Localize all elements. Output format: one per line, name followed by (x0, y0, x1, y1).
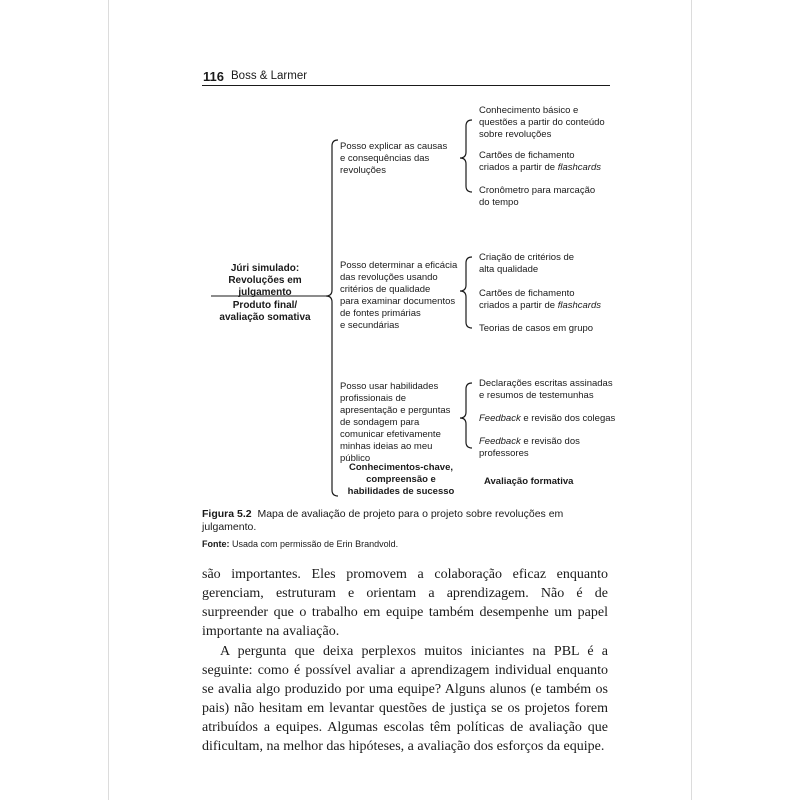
strategy-line (479, 436, 629, 448)
strategy-text: e revisão dos colegas (520, 413, 616, 424)
goal-line: apresentação e perguntas (340, 405, 451, 416)
caption-line (202, 508, 602, 521)
strategy-line: Cartões de fichamento (479, 288, 575, 299)
root-title-line: Júri simulado: (230, 263, 300, 274)
goal-line: revoluções (340, 165, 386, 176)
strategy-line (479, 162, 629, 174)
strategy-line: Declarações escritas assinadas (479, 378, 613, 389)
caption-line: julgamento. (202, 521, 257, 533)
strategy-italic-term: Feedback (479, 436, 521, 447)
root-subtitle-line: Produto final/ (232, 300, 298, 311)
root-title (205, 263, 325, 299)
strategy-text: criados a partir de (479, 300, 558, 311)
strategy-line: do tempo (479, 197, 519, 208)
strategy-item (479, 288, 629, 312)
strategy-line: Teorias de casos em grupo (479, 323, 594, 334)
column-label-formative-assessment: Avaliação formativa (484, 476, 574, 487)
strategy-line: Cartões de fichamento (479, 150, 575, 161)
goal-line: das revoluções usando (340, 272, 438, 283)
strategy-line: Criação de critérios de (479, 252, 575, 263)
running-header-authors: Boss & Larmer (231, 70, 308, 82)
strategy-text: criados a partir de (479, 162, 558, 173)
strategy-line: sobre revoluções (479, 129, 552, 140)
strategy-item (479, 252, 629, 276)
strategy-item (479, 413, 629, 425)
column-label-key-knowledge (336, 462, 466, 498)
strategy-item (479, 378, 629, 402)
body-text (202, 565, 608, 756)
strategy-text: e revisão dos (520, 436, 580, 447)
source-text: Usada com permissão de Erin Brandvold. (232, 539, 399, 549)
goal-line: Posso explicar as causas (340, 141, 448, 152)
goal-line: profissionais de (340, 393, 407, 404)
goal-line: critérios de qualidade (340, 284, 431, 295)
caption-text: Mapa de avaliação de projeto para o projeto sobre revoluções em (257, 508, 564, 520)
column-label-line: Conhecimentos-chave, (349, 462, 453, 473)
strategy-italic-term: Feedback (479, 413, 521, 424)
root-subtitle (205, 300, 325, 324)
figure-caption (202, 508, 602, 534)
caption-label: Figura 5.2 (202, 508, 252, 520)
root-subtitle-line: avaliação somativa (219, 312, 311, 323)
strategy-line (479, 413, 629, 425)
strategy-line: Cronômetro para marcação (479, 185, 596, 196)
goal-node (340, 141, 460, 177)
column-label-line: compreensão e (366, 474, 436, 485)
strategy-line: professores (479, 448, 529, 459)
paragraph: são importantes. Eles promovem a colaboração eficaz enquanto gerenciam, estruturam e orientam a aprendizagem. Não é de surpreender que o trabalho em equipe também desempenhe um papel importante na avaliação. (202, 567, 608, 639)
strategy-line: alta qualidade (479, 264, 539, 275)
goal-node (340, 381, 465, 465)
strategy-italic-term: flashcards (557, 162, 601, 173)
strategy-line: questões a partir do conteúdo (479, 117, 605, 128)
goal-node (340, 260, 465, 332)
root-title-line: Revoluções em julgamento (228, 275, 302, 298)
strategy-line (479, 300, 629, 312)
strategy-item (479, 436, 629, 460)
paragraph: A pergunta que deixa perplexos muitos iniciantes na PBL é a seguinte: como é possível avaliar a aprendizagem individual enquanto se avalia algo produzido por uma equipe? Alguns alunos (e também os pais) não hesitam em levantar questões de justiça se os projetos forem atribuídos a equipes. Algumas escolas têm políticas de avaliação que dificultam, na melhor das hipóteses, a avaliação dos esforços da equipe. (202, 644, 608, 754)
source-label: Fonte: (202, 539, 230, 549)
page-number: 116 (203, 69, 224, 84)
goal-line: e secundárias (340, 320, 400, 331)
strategy-italic-term: flashcards (557, 300, 601, 311)
goal-line: Posso determinar a eficácia (340, 260, 458, 271)
column-label-line: habilidades de sucesso (347, 486, 455, 497)
strategy-item (479, 150, 629, 174)
strategy-line: e resumos de testemunhas (479, 390, 594, 401)
strategy-item (479, 105, 629, 141)
strategy-line: Conhecimento básico e (479, 105, 579, 116)
goal-line: de fontes primárias (340, 308, 421, 319)
strategy-item (479, 185, 629, 209)
strategy-item (479, 323, 629, 335)
goal-line: minhas ideias ao meu público (340, 441, 433, 464)
goal-line: e consequências das (340, 153, 430, 164)
goal-line: comunicar efetivamente (340, 429, 441, 440)
goal-line: para examinar documentos (340, 296, 456, 307)
figure-source (202, 539, 398, 549)
goal-line: Posso usar habilidades (340, 381, 439, 392)
goal-line: de sondagem para (340, 417, 420, 428)
